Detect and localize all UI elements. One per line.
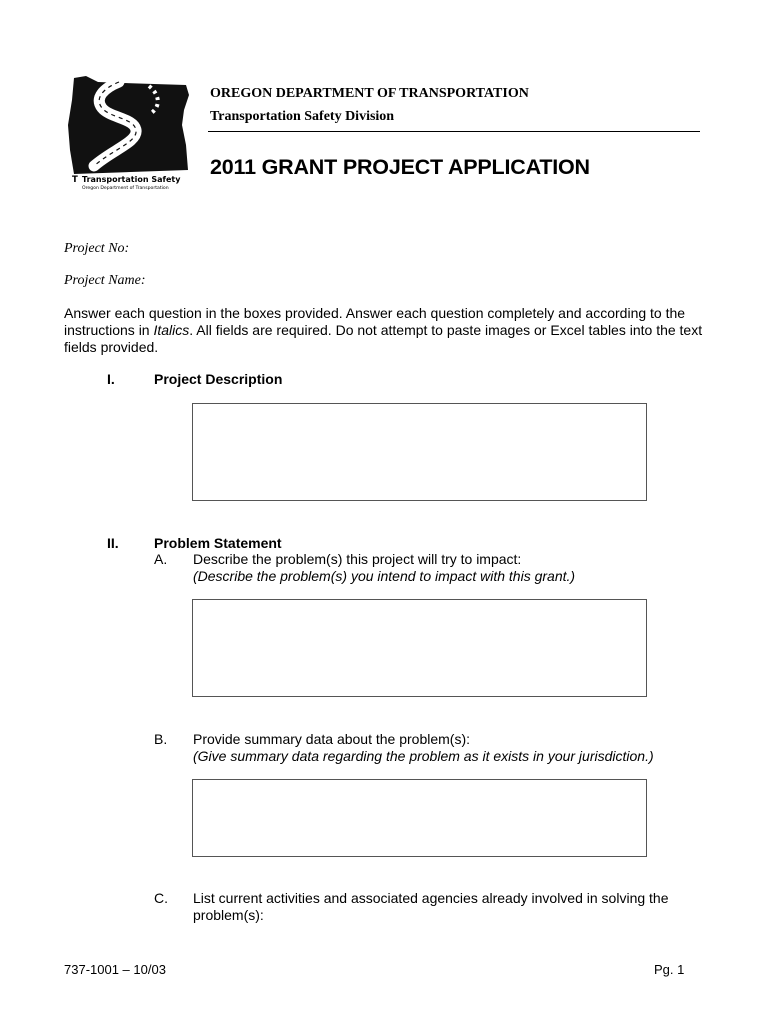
item-c-letter: C. [154,890,168,906]
logo-text: Transportation Safety [82,175,181,184]
oregon-state-road-icon [64,70,194,192]
section-2-number: II. [107,535,119,551]
section-1-number: I. [107,371,115,387]
division-name: Transportation Safety Division [210,109,395,124]
header-rule [208,131,700,132]
problem-description-field[interactable] [192,599,647,697]
page-number: Pg. 1 [654,962,685,977]
instructions-paragraph [64,305,704,356]
section-2-title: Problem Statement [154,535,282,551]
svg-text:T: T [72,175,78,185]
agency-name: OREGON DEPARTMENT OF TRANSPORTATION [210,86,529,101]
form-number: 737-1001 – 10/03 [64,962,166,977]
section-1-title: Project Description [154,371,283,387]
page-title: 2011 GRANT PROJECT APPLICATION [210,155,590,179]
item-a-text: Describe the problem(s) this project will try to impact: [193,551,522,567]
odot-transportation-safety-logo [64,70,194,192]
logo-subtext: Oregon Department of Transportation [82,186,169,191]
instructions-text-2: . All fields are required. Do not attempt to paste images or Excel tables into the text fields provided. [64,322,703,355]
instructions-italic: Italics [153,322,190,338]
item-b-text: Provide summary data about the problem(s): [193,731,471,747]
instructions-text-1: Answer each question in the boxes provided. Answer each question completely and according to the instructions in [64,305,686,338]
summary-data-field[interactable] [192,779,647,857]
item-b-hint: (Give summary data regarding the problem as it exists in your jurisdiction.) [193,748,654,764]
project-no-label: Project No: [64,241,130,256]
item-b-letter: B. [154,731,168,747]
item-c-text: List current activities and associated agencies already involved in solving the problem(s): [193,890,669,923]
project-description-field[interactable] [192,403,647,501]
project-name-label: Project Name: [64,273,146,288]
item-a-letter: A. [154,551,168,567]
item-a-hint: (Describe the problem(s) you intend to impact with this grant.) [193,568,576,584]
